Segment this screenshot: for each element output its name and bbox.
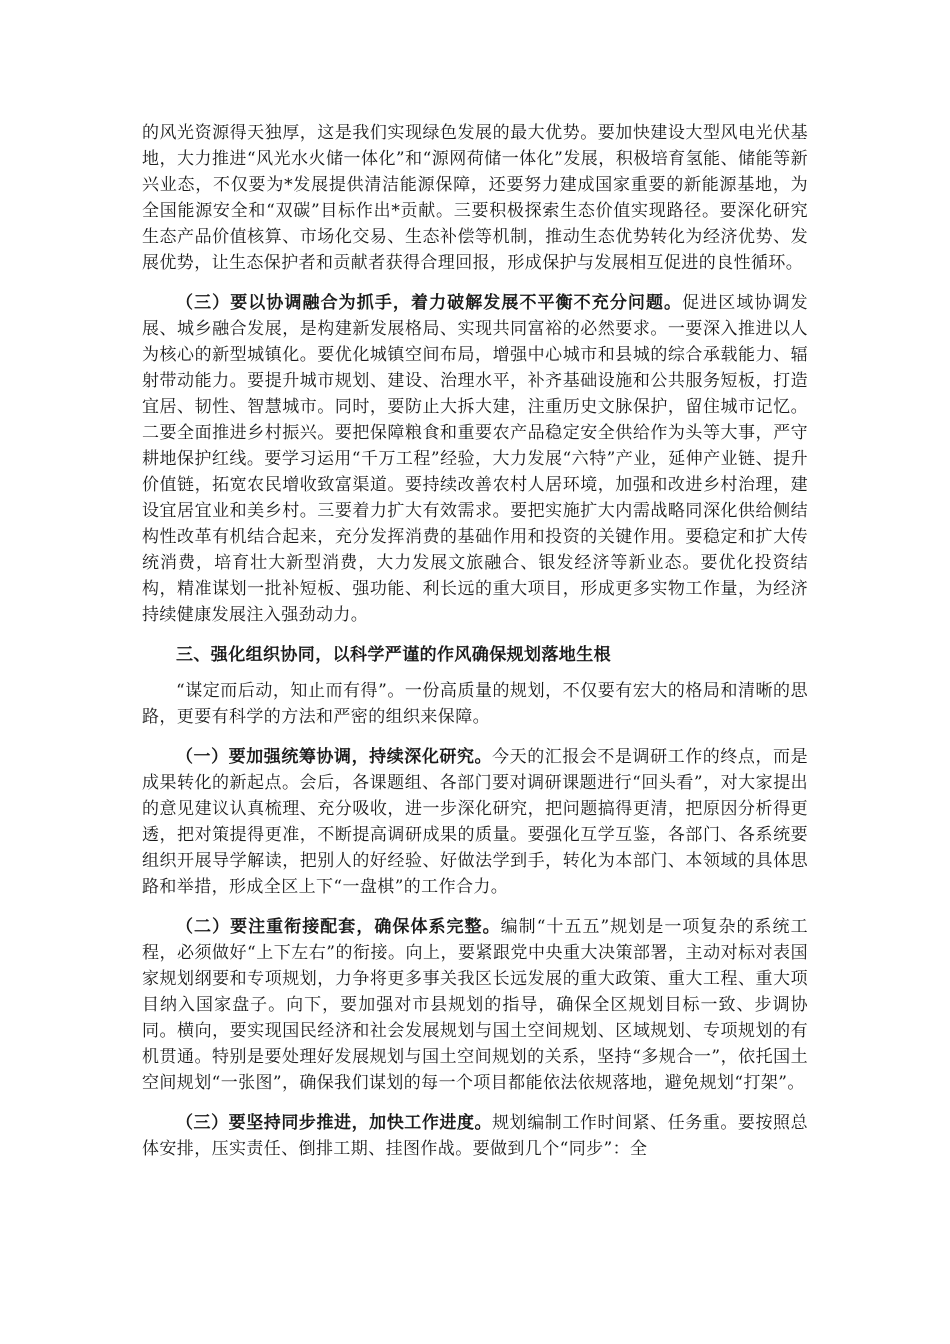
document-page: [142, 120, 808, 1176]
paragraph-coordinated-development: [142, 290, 808, 628]
paragraph-lead: （二）要注重衔接配套，确保体系完整。: [176, 917, 501, 937]
paragraph-text: 今天的汇报会不是调研工作的终点，而是成果转化的新起点。会后，各课题组、各部门要对调研课题进行“回头看”，对大家提出的意见建议认真梳理、充分吸收，进一步深化研究，把问题搞得更清，把原因分析得更透，把对策提得更准，不断提高调研成果的质量。要强化互学互鉴，各部门、各系统要组织开展导学解读，把别人的好经验、好做法学到手，转化为本部门、本领域的具体思路和举措，形成全区上下“一盘棋”的工作合力。: [142, 747, 808, 897]
paragraph-coordination-research: [142, 744, 808, 900]
paragraph-text: 规划编制工作时间紧、任务重。要按照总体安排，压实责任、倒排工期、挂图作战。要做到几个“同步”：全: [142, 1113, 808, 1159]
paragraph-text: 编制“十五五”规划是一项复杂的系统工程，必须做好“上下左右”的衔接。向上，要紧跟党中央重大决策部署，主动对标对表国家规划纲要和专项规划，力争将更多事关我区长远发展的重大政策、重大工程、重大项目纳入国家盘子。向下，要加强对市县规划的指导，确保全区规划目标一致、步调协同。横向，要实现国民经济和社会发展规划与国土空间规划、区域规划、专项规划的有机贯通。特别是要处理好发展规划与国土空间规划的关系，坚持“多规合一”，依托国土空间规划“一张图”，确保我们谋划的每一个项目都能依法依规落地，避免规划“打架”。: [142, 917, 808, 1093]
paragraph-progress: [142, 1110, 808, 1162]
section-heading: 三、强化组织协同，以科学严谨的作风确保规划落地生根: [176, 645, 611, 665]
paragraph-alignment: [142, 914, 808, 1096]
paragraph-intro-quote: [142, 678, 808, 730]
paragraph-green-development: [142, 120, 808, 276]
paragraph-text: 的风光资源得天独厚，这是我们实现绿色发展的最大优势。要加快建设大型风电光伏基地，大力推进“风光水火储一体化”和“源网荷储一体化”发展，积极培育氢能、储能等新兴业态，不仅要为*发展提供清洁能源保障，还要努力建成国家重要的新能源基地，为全国能源安全和“双碳”目标作出*贡献。三要积极探索生态价值实现路径。要深化研究生态产品价值核算、市场化交易、生态补偿等机制，推动生态优势转化为经济优势、发展优势，让生态保护者和贡献者获得合理回报，形成保护与发展相互促进的良性循环。: [142, 123, 808, 273]
paragraph-text: “谋定而后动，知止而有得”。一份高质量的规划，不仅要有宏大的格局和清晰的思路，更要有科学的方法和严密的组织来保障。: [142, 681, 808, 727]
paragraph-text: 促进区域协调发展、城乡融合发展，是构建新发展格局、实现共同富裕的必然要求。一要深入推进以人为核心的新型城镇化。要优化城镇空间布局，增强中心城市和县城的综合承载能力、辐射带动能力。要提升城市规划、建设、治理水平，补齐基础设施和公共服务短板，打造宜居、韧性、智慧城市。同时，要防止大拆大建，注重历史文脉保护，留住城市记忆。二要全面推进乡村振兴。要把保障粮食和重要农产品稳定安全供给作为头等大事，严守耕地保护红线。要学习运用“千万工程”经验，大力发展“六特”产业，延伸产业链、提升价值链，拓宽农民增收致富渠道。要持续改善农村人居环境，加强和改进乡村治理，建设宜居宜业和美乡村。三要着力扩大有效需求。要把实施扩大内需战略同深化供给侧结构性改革有机结合起来，充分发挥消费的基础作用和投资的关键作用。要稳定和扩大传统消费，培育壮大新型消费，大力发展文旅融合、银发经济等新业态。要优化投资结构，精准谋划一批补短板、强功能、利长远的重大项目，形成更多实物工作量，为经济持续健康发展注入强劲动力。: [142, 293, 808, 625]
paragraph-lead: （三）要坚持同步推进，加快工作进度。: [176, 1113, 493, 1133]
paragraph-lead: （三）要以协调融合为抓手，着力破解发展不平衡不充分问题。: [176, 293, 683, 313]
paragraph-lead: （一）要加强统筹协调，持续深化研究。: [176, 747, 493, 767]
